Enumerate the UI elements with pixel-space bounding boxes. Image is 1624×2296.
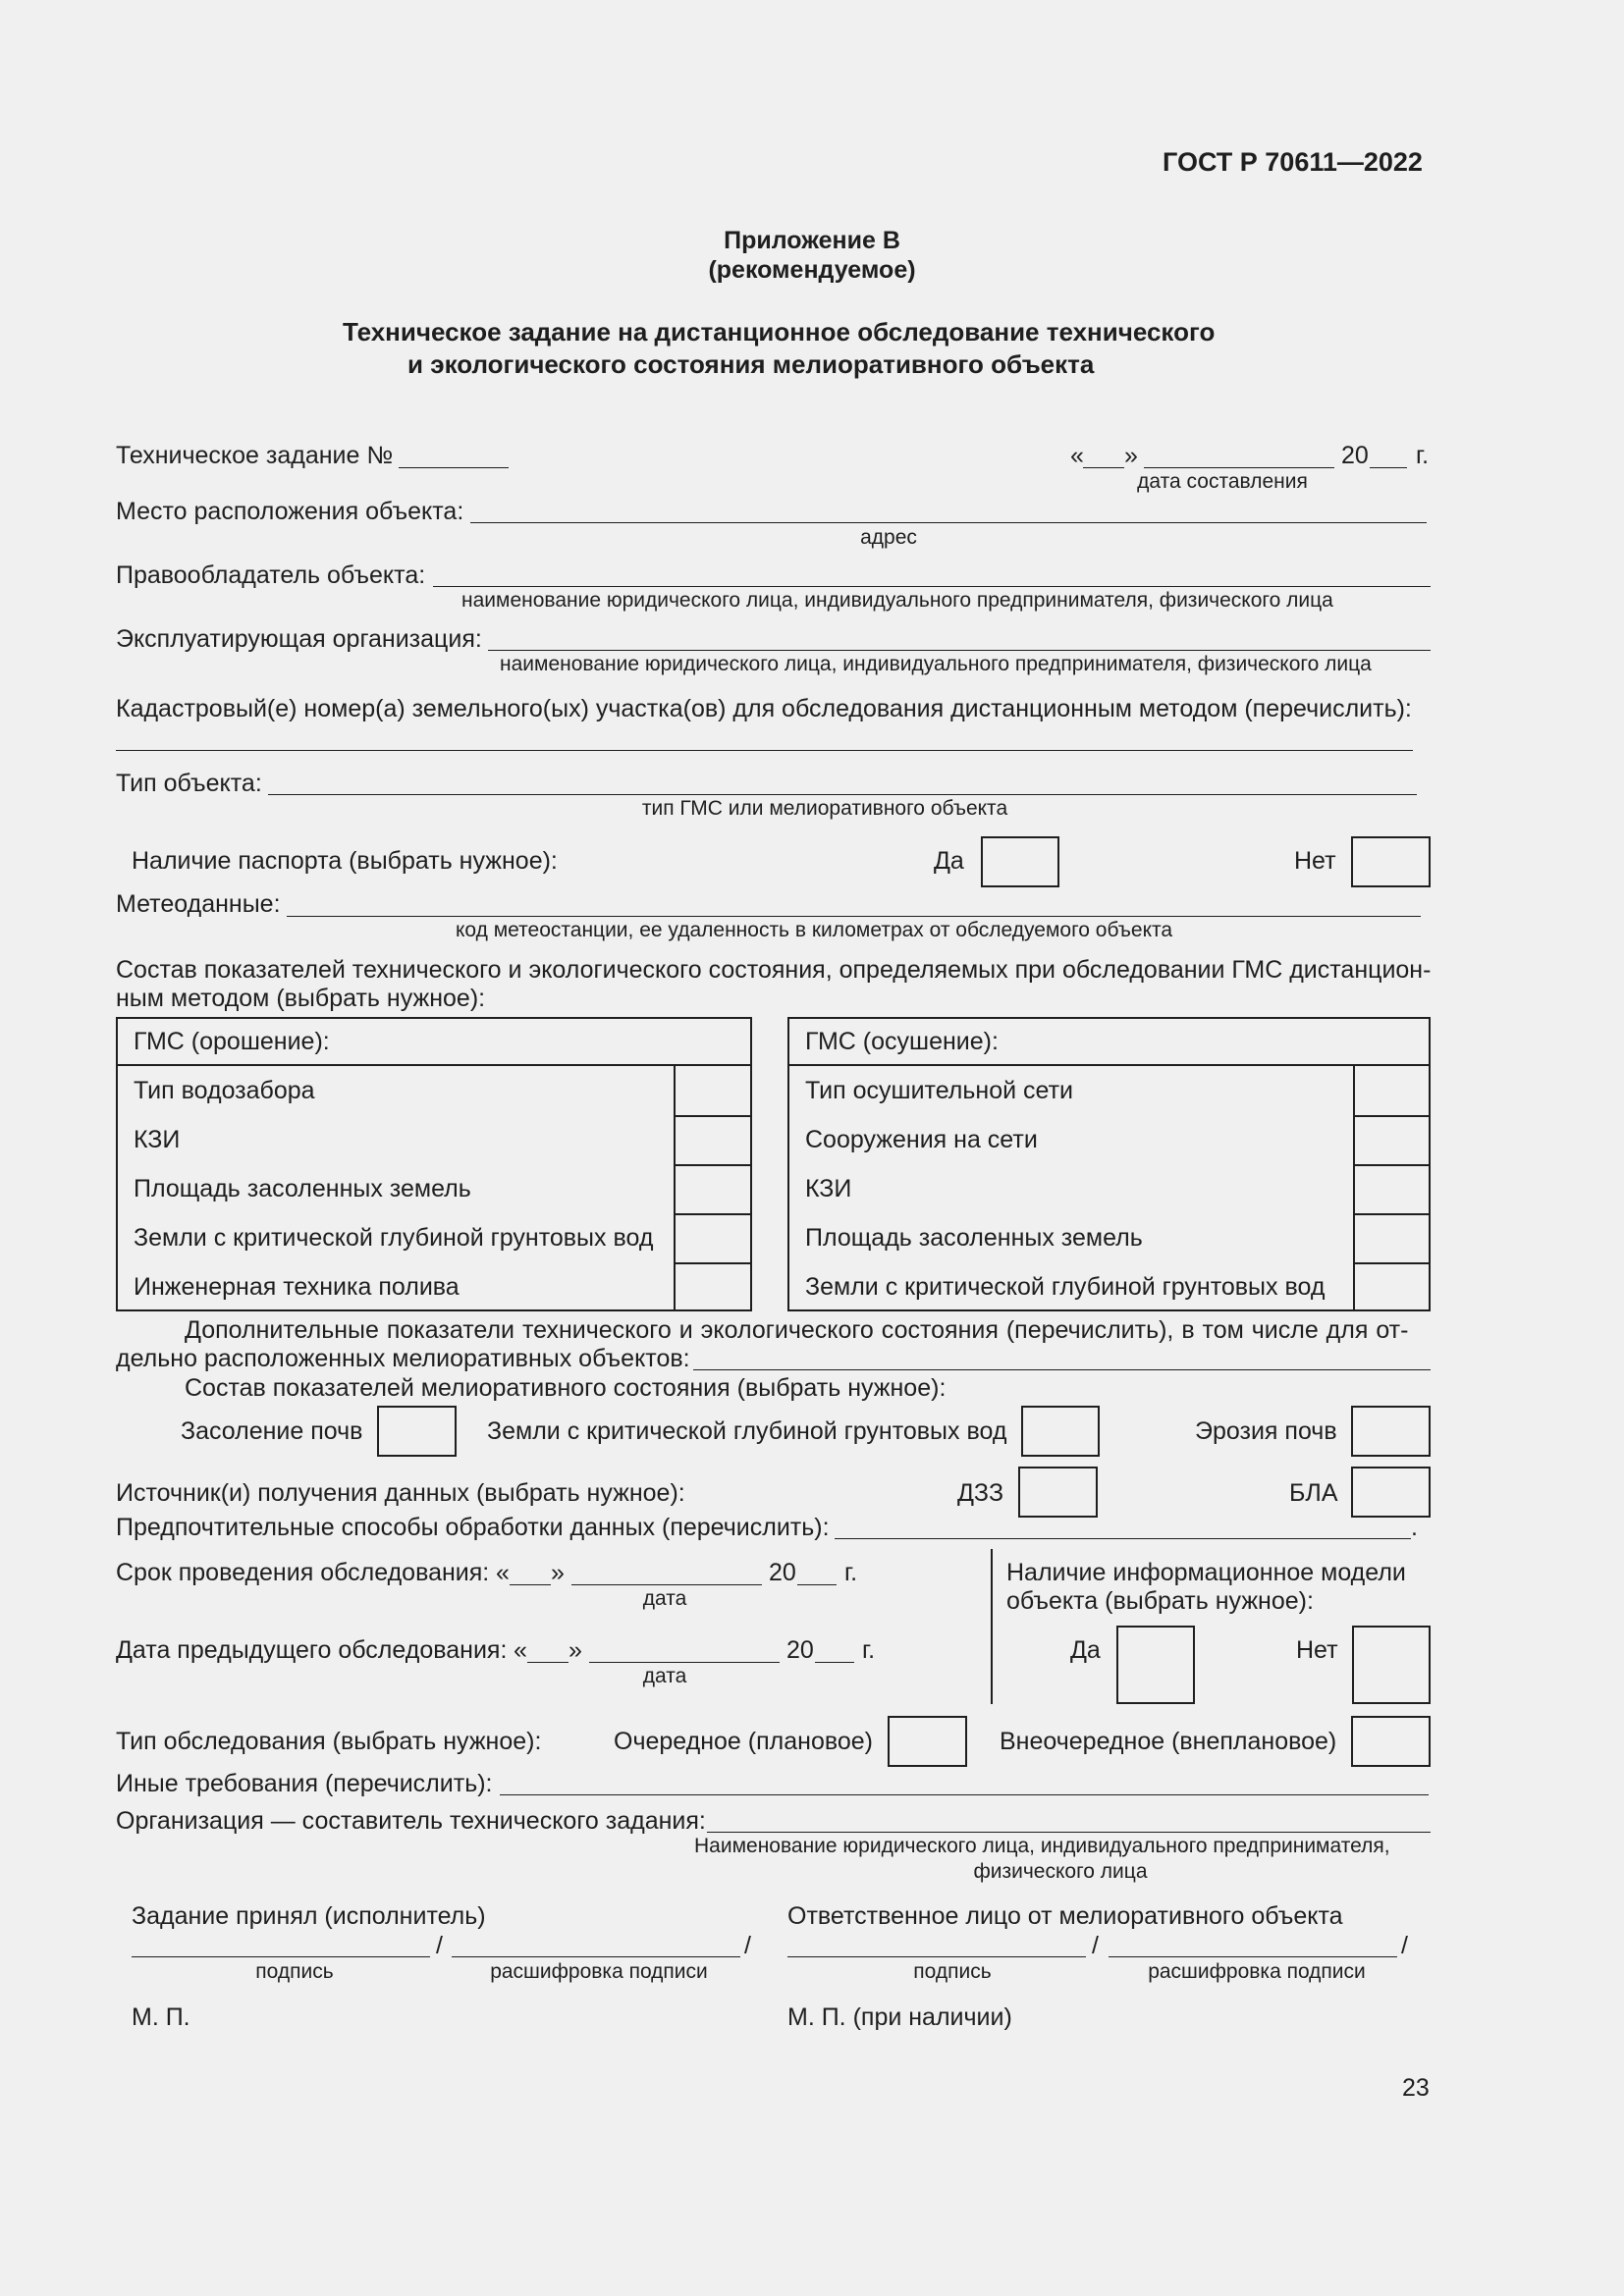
owner-caption: наименование юридического лица, индивидуального предпринимателя, физического лица xyxy=(461,589,1333,612)
drainage-table xyxy=(787,1017,1431,1311)
stamp-left: М. П. xyxy=(132,2003,190,2031)
cadastral-label: Кадастровый(е) номер(а) земельного(ых) участка(ов) для обследования дистанционным методом (перечислить): xyxy=(116,695,1412,722)
irrigation-checkbox-kzi[interactable] xyxy=(676,1117,750,1162)
appendix-subtitle: (рекомендуемое) xyxy=(708,256,916,284)
previous-survey-day-field[interactable] xyxy=(527,1662,568,1663)
previous-survey-year-prefix: 20 xyxy=(786,1636,814,1664)
survey-deadline-year-field[interactable] xyxy=(797,1584,837,1585)
survey-deadline-year-suffix: г. xyxy=(844,1559,858,1586)
drainage-checkbox-network-type[interactable] xyxy=(1355,1068,1429,1113)
dzz-checkbox[interactable] xyxy=(1018,1467,1098,1518)
document-title-line1: Техническое задание на дистанционное обследование технического xyxy=(343,317,1216,347)
table-row: Площадь засоленных земель xyxy=(134,1175,471,1202)
additional-indicators-line2: дельно расположенных мелиоративных объектов: xyxy=(116,1345,690,1372)
date-caption: дата составления xyxy=(1137,470,1308,493)
critical-groundwater-label: Земли с критической глубиной грунтовых вод xyxy=(487,1417,1007,1445)
passport-no-label: Нет xyxy=(1294,847,1336,875)
executor-signature-field[interactable] xyxy=(132,1956,430,1957)
processing-methods-period: . xyxy=(1411,1514,1418,1541)
day-field[interactable] xyxy=(1083,467,1124,468)
table-row: Площадь засоленных земель xyxy=(805,1224,1143,1252)
survey-deadline-open-quote: « xyxy=(496,1559,510,1586)
additional-indicators-line1: Дополнительные показатели технического и экологического состояния (перечислить), в том числе для от- xyxy=(185,1316,1409,1344)
data-sources-label: Источник(и) получения данных (выбрать нужное): xyxy=(116,1479,685,1507)
table-row: КЗИ xyxy=(805,1175,852,1202)
date-close-quote: » xyxy=(1124,442,1138,469)
responsible-signature-field[interactable] xyxy=(787,1956,1086,1957)
operator-field[interactable] xyxy=(488,650,1431,651)
indicators-intro-line2: ным методом (выбрать нужное): xyxy=(116,985,486,1012)
cadastral-field[interactable] xyxy=(116,750,1413,751)
responsible-decode-caption: расшифровка подписи xyxy=(1148,1960,1366,1983)
year-field[interactable] xyxy=(1370,467,1407,468)
irrigation-checkbox-water-intake[interactable] xyxy=(676,1068,750,1113)
survey-deadline-day-field[interactable] xyxy=(510,1584,551,1585)
executor-slash-1: / xyxy=(436,1932,443,1959)
processing-methods-field[interactable] xyxy=(835,1538,1411,1539)
drainage-table-header: ГМС (осушение): xyxy=(805,1028,999,1055)
table-row: КЗИ xyxy=(134,1126,181,1153)
dzz-label: ДЗЗ xyxy=(957,1479,1004,1507)
location-field[interactable] xyxy=(470,522,1427,523)
other-requirements-label: Иные требования (перечислить): xyxy=(116,1770,493,1797)
critical-groundwater-checkbox[interactable] xyxy=(1021,1406,1100,1457)
irrigation-checkbox-saline-area[interactable] xyxy=(676,1166,750,1211)
standard-number: ГОСТ Р 70611—2022 xyxy=(1163,147,1423,177)
passport-label: Наличие паспорта (выбрать нужное): xyxy=(132,847,558,875)
operator-label: Эксплуатирующая организация: xyxy=(116,625,482,653)
salinization-label: Засоление почв xyxy=(181,1417,363,1445)
previous-survey-close-quote: » xyxy=(568,1636,582,1664)
planned-checkbox[interactable] xyxy=(888,1716,967,1767)
info-model-no-label: Нет xyxy=(1296,1636,1338,1664)
meteo-caption: код метеостанции, ее удаленность в километрах от обследуемого объекта xyxy=(456,919,1173,941)
previous-survey-caption: дата xyxy=(642,1665,687,1687)
organization-caption-line2: физического лица xyxy=(973,1860,1148,1883)
survey-type-label: Тип обследования (выбрать нужное): xyxy=(116,1728,542,1755)
unplanned-checkbox[interactable] xyxy=(1351,1716,1431,1767)
passport-no-checkbox[interactable] xyxy=(1351,836,1431,887)
erosion-checkbox[interactable] xyxy=(1351,1406,1431,1457)
drainage-checkbox-critical-groundwater[interactable] xyxy=(1355,1264,1429,1309)
executor-decode-field[interactable] xyxy=(452,1956,740,1957)
reclamation-indicators-label: Состав показателей мелиоративного состояния (выбрать нужное): xyxy=(185,1374,947,1402)
date-open-quote: « xyxy=(1070,442,1084,469)
operator-caption: наименование юридического лица, индивидуального предпринимателя, физического лица xyxy=(500,653,1372,675)
object-type-caption: тип ГМС или мелиоративного объекта xyxy=(641,797,1008,820)
location-label: Место расположения объекта: xyxy=(116,498,464,525)
object-type-label: Тип объекта: xyxy=(116,770,262,797)
unplanned-label: Внеочередное (внеплановое) xyxy=(1000,1728,1337,1755)
bla-checkbox[interactable] xyxy=(1351,1467,1431,1518)
executor-slash-2: / xyxy=(744,1932,751,1959)
other-requirements-field[interactable] xyxy=(500,1794,1429,1795)
task-number-label: Техническое задание № xyxy=(116,442,394,469)
meteo-field[interactable] xyxy=(287,916,1421,917)
responsible-person-label: Ответственное лицо от мелиоративного объекта xyxy=(787,1902,1343,1930)
table-row: Земли с критической глубиной грунтовых вод xyxy=(134,1224,654,1252)
previous-survey-label: Дата предыдущего обследования: xyxy=(116,1636,508,1664)
processing-methods-label: Предпочтительные способы обработки данных (перечислить): xyxy=(116,1514,830,1541)
drainage-checkbox-saline-area[interactable] xyxy=(1355,1215,1429,1260)
organization-field[interactable] xyxy=(707,1832,1431,1833)
passport-yes-checkbox[interactable] xyxy=(981,836,1059,887)
responsible-sign-caption: подпись xyxy=(913,1960,992,1983)
irrigation-table xyxy=(116,1017,752,1311)
info-model-no-checkbox[interactable] xyxy=(1352,1626,1431,1704)
previous-survey-year-suffix: г. xyxy=(862,1636,876,1664)
passport-yes-label: Да xyxy=(934,847,964,875)
erosion-label: Эрозия почв xyxy=(1195,1417,1337,1445)
executor-decode-caption: расшифровка подписи xyxy=(490,1960,708,1983)
salinization-checkbox[interactable] xyxy=(377,1406,457,1457)
irrigation-checkbox-irrigation-equipment[interactable] xyxy=(676,1264,750,1309)
year-suffix: г. xyxy=(1416,442,1430,469)
executor-sign-caption: подпись xyxy=(255,1960,334,1983)
previous-survey-year-field[interactable] xyxy=(815,1662,854,1663)
organization-label: Организация — составитель технического задания: xyxy=(116,1807,706,1835)
previous-survey-month-field[interactable] xyxy=(589,1662,780,1663)
owner-field[interactable] xyxy=(433,586,1431,587)
survey-deadline-year-prefix: 20 xyxy=(769,1559,796,1586)
responsible-slash-1: / xyxy=(1092,1932,1099,1959)
meteo-label: Метеоданные: xyxy=(116,890,281,918)
survey-deadline-close-quote: » xyxy=(551,1559,565,1586)
organization-caption-line1: Наименование юридического лица, индивидуального предпринимателя, xyxy=(694,1835,1390,1857)
info-model-label-line2: объекта (выбрать нужное): xyxy=(1006,1587,1314,1615)
month-field[interactable] xyxy=(1144,467,1334,468)
table-row: Тип осушительной сети xyxy=(805,1077,1074,1104)
table-row: Инженерная техника полива xyxy=(134,1273,460,1301)
table-row: Земли с критической глубиной грунтовых вод xyxy=(805,1273,1326,1301)
drainage-checkbox-structures[interactable] xyxy=(1355,1117,1429,1162)
info-model-label-line1: Наличие информационное модели xyxy=(1006,1559,1406,1586)
table-row: Тип водозабора xyxy=(134,1077,315,1104)
survey-deadline-caption: дата xyxy=(642,1587,687,1610)
responsible-decode-field[interactable] xyxy=(1109,1956,1397,1957)
additional-indicators-field[interactable] xyxy=(693,1369,1431,1370)
indicators-intro-line1: Состав показателей технического и экологического состояния, определяемых при обследовании ГМС дистанцион- xyxy=(116,956,1432,984)
previous-survey-open-quote: « xyxy=(514,1636,527,1664)
irrigation-checkbox-critical-groundwater[interactable] xyxy=(676,1215,750,1260)
info-model-yes-label: Да xyxy=(1070,1636,1101,1664)
accepted-by-label: Задание принял (исполнитель) xyxy=(132,1902,486,1930)
bla-label: БЛА xyxy=(1289,1479,1338,1507)
location-caption: адрес xyxy=(860,526,917,549)
responsible-slash-2: / xyxy=(1401,1932,1408,1959)
year-prefix: 20 xyxy=(1341,442,1369,469)
irrigation-table-header: ГМС (орошение): xyxy=(134,1028,330,1055)
info-model-yes-checkbox[interactable] xyxy=(1116,1626,1195,1704)
section-divider xyxy=(991,1549,993,1704)
object-type-field[interactable] xyxy=(268,794,1417,795)
owner-label: Правообладатель объекта: xyxy=(116,561,426,589)
table-row: Сооружения на сети xyxy=(805,1126,1038,1153)
page-number: 23 xyxy=(1402,2074,1430,2102)
survey-deadline-month-field[interactable] xyxy=(571,1584,762,1585)
appendix-title: Приложение В xyxy=(724,227,900,254)
task-number-field[interactable] xyxy=(399,467,509,468)
drainage-checkbox-kzi[interactable] xyxy=(1355,1166,1429,1211)
stamp-right: М. П. (при наличии) xyxy=(787,2003,1012,2031)
survey-deadline-label: Срок проведения обследования: xyxy=(116,1559,490,1586)
document-title-line2: и экологического состояния мелиоративного объекта xyxy=(407,349,1095,379)
planned-label: Очередное (плановое) xyxy=(614,1728,873,1755)
